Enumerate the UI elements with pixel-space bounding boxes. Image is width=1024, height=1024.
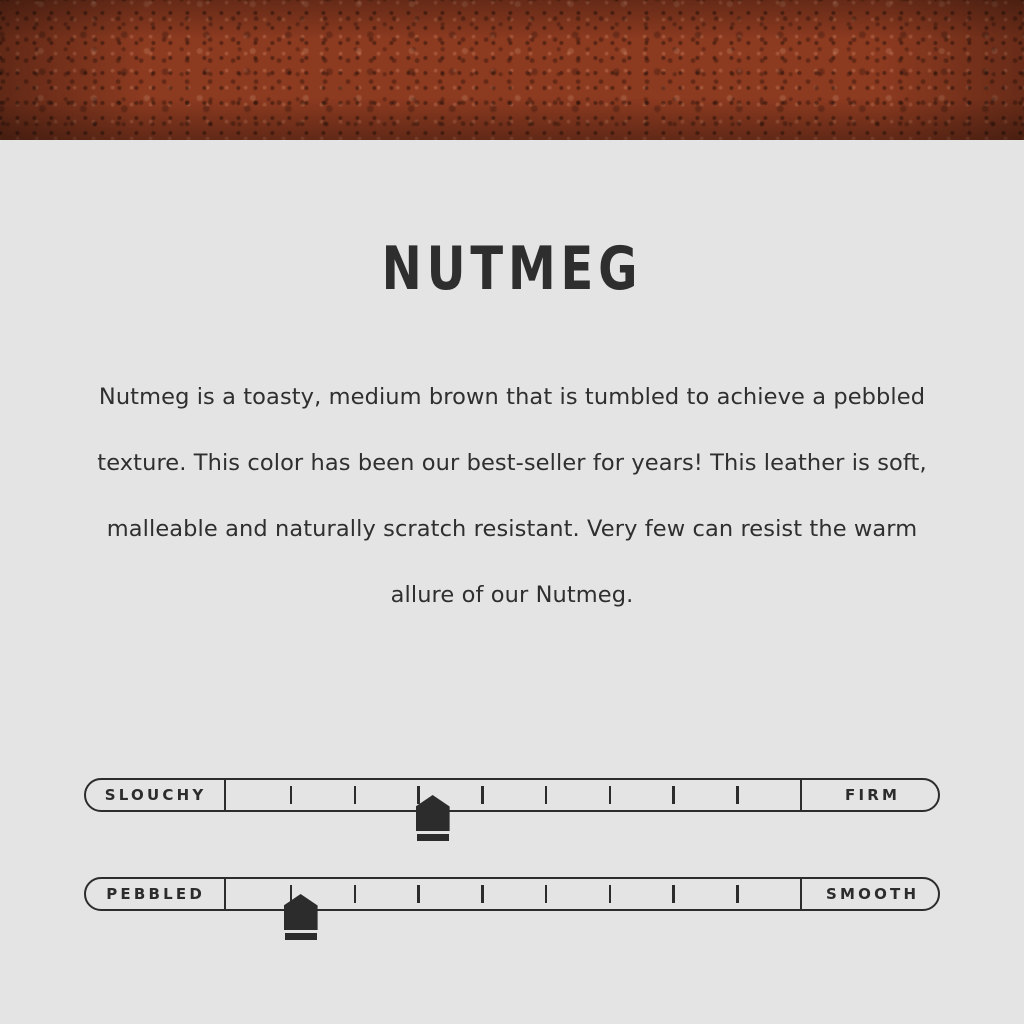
slider-tick: [736, 786, 739, 804]
slider-tick: [417, 885, 420, 903]
slider-tick: [736, 885, 739, 903]
page-title: NUTMEG: [381, 234, 643, 304]
marker-base-icon: [417, 834, 449, 841]
slider-texture-ticks: [226, 877, 800, 911]
slider-tick: [609, 885, 612, 903]
slider-tick: [481, 786, 484, 804]
slider-tick: [354, 885, 357, 903]
slider-tick: [290, 885, 293, 903]
marker-base-icon: [285, 933, 317, 940]
slider-tick: [290, 786, 293, 804]
slider-tick: [609, 786, 612, 804]
slider-firmness[interactable]: [84, 778, 940, 812]
slider-firmness-right-label: FIRM: [800, 778, 940, 812]
leather-shading-overlay: [0, 0, 1024, 140]
slider-tick: [354, 786, 357, 804]
slider-tick: [545, 885, 548, 903]
slider-tick: [672, 885, 675, 903]
product-description: Nutmeg is a toasty, medium brown that is tumbled to achieve a pebbled texture. This color has been our best-seller for years! This leather is soft, malleable and naturally scratch resistant. Very few can resist the warm allure of our Nutmeg.: [97, 384, 927, 608]
slider-texture[interactable]: [84, 877, 940, 911]
slider-tick: [417, 786, 420, 804]
slider-texture-left-label: PEBBLED: [84, 877, 226, 911]
slider-tick: [672, 786, 675, 804]
slider-firmness-left-label: SLOUCHY: [84, 778, 226, 812]
slider-tick: [545, 786, 548, 804]
leather-swatch-photo: [0, 0, 1024, 140]
slider-texture-right-label: SMOOTH: [800, 877, 940, 911]
slider-firmness-ticks: [226, 778, 800, 812]
slider-tick: [481, 885, 484, 903]
